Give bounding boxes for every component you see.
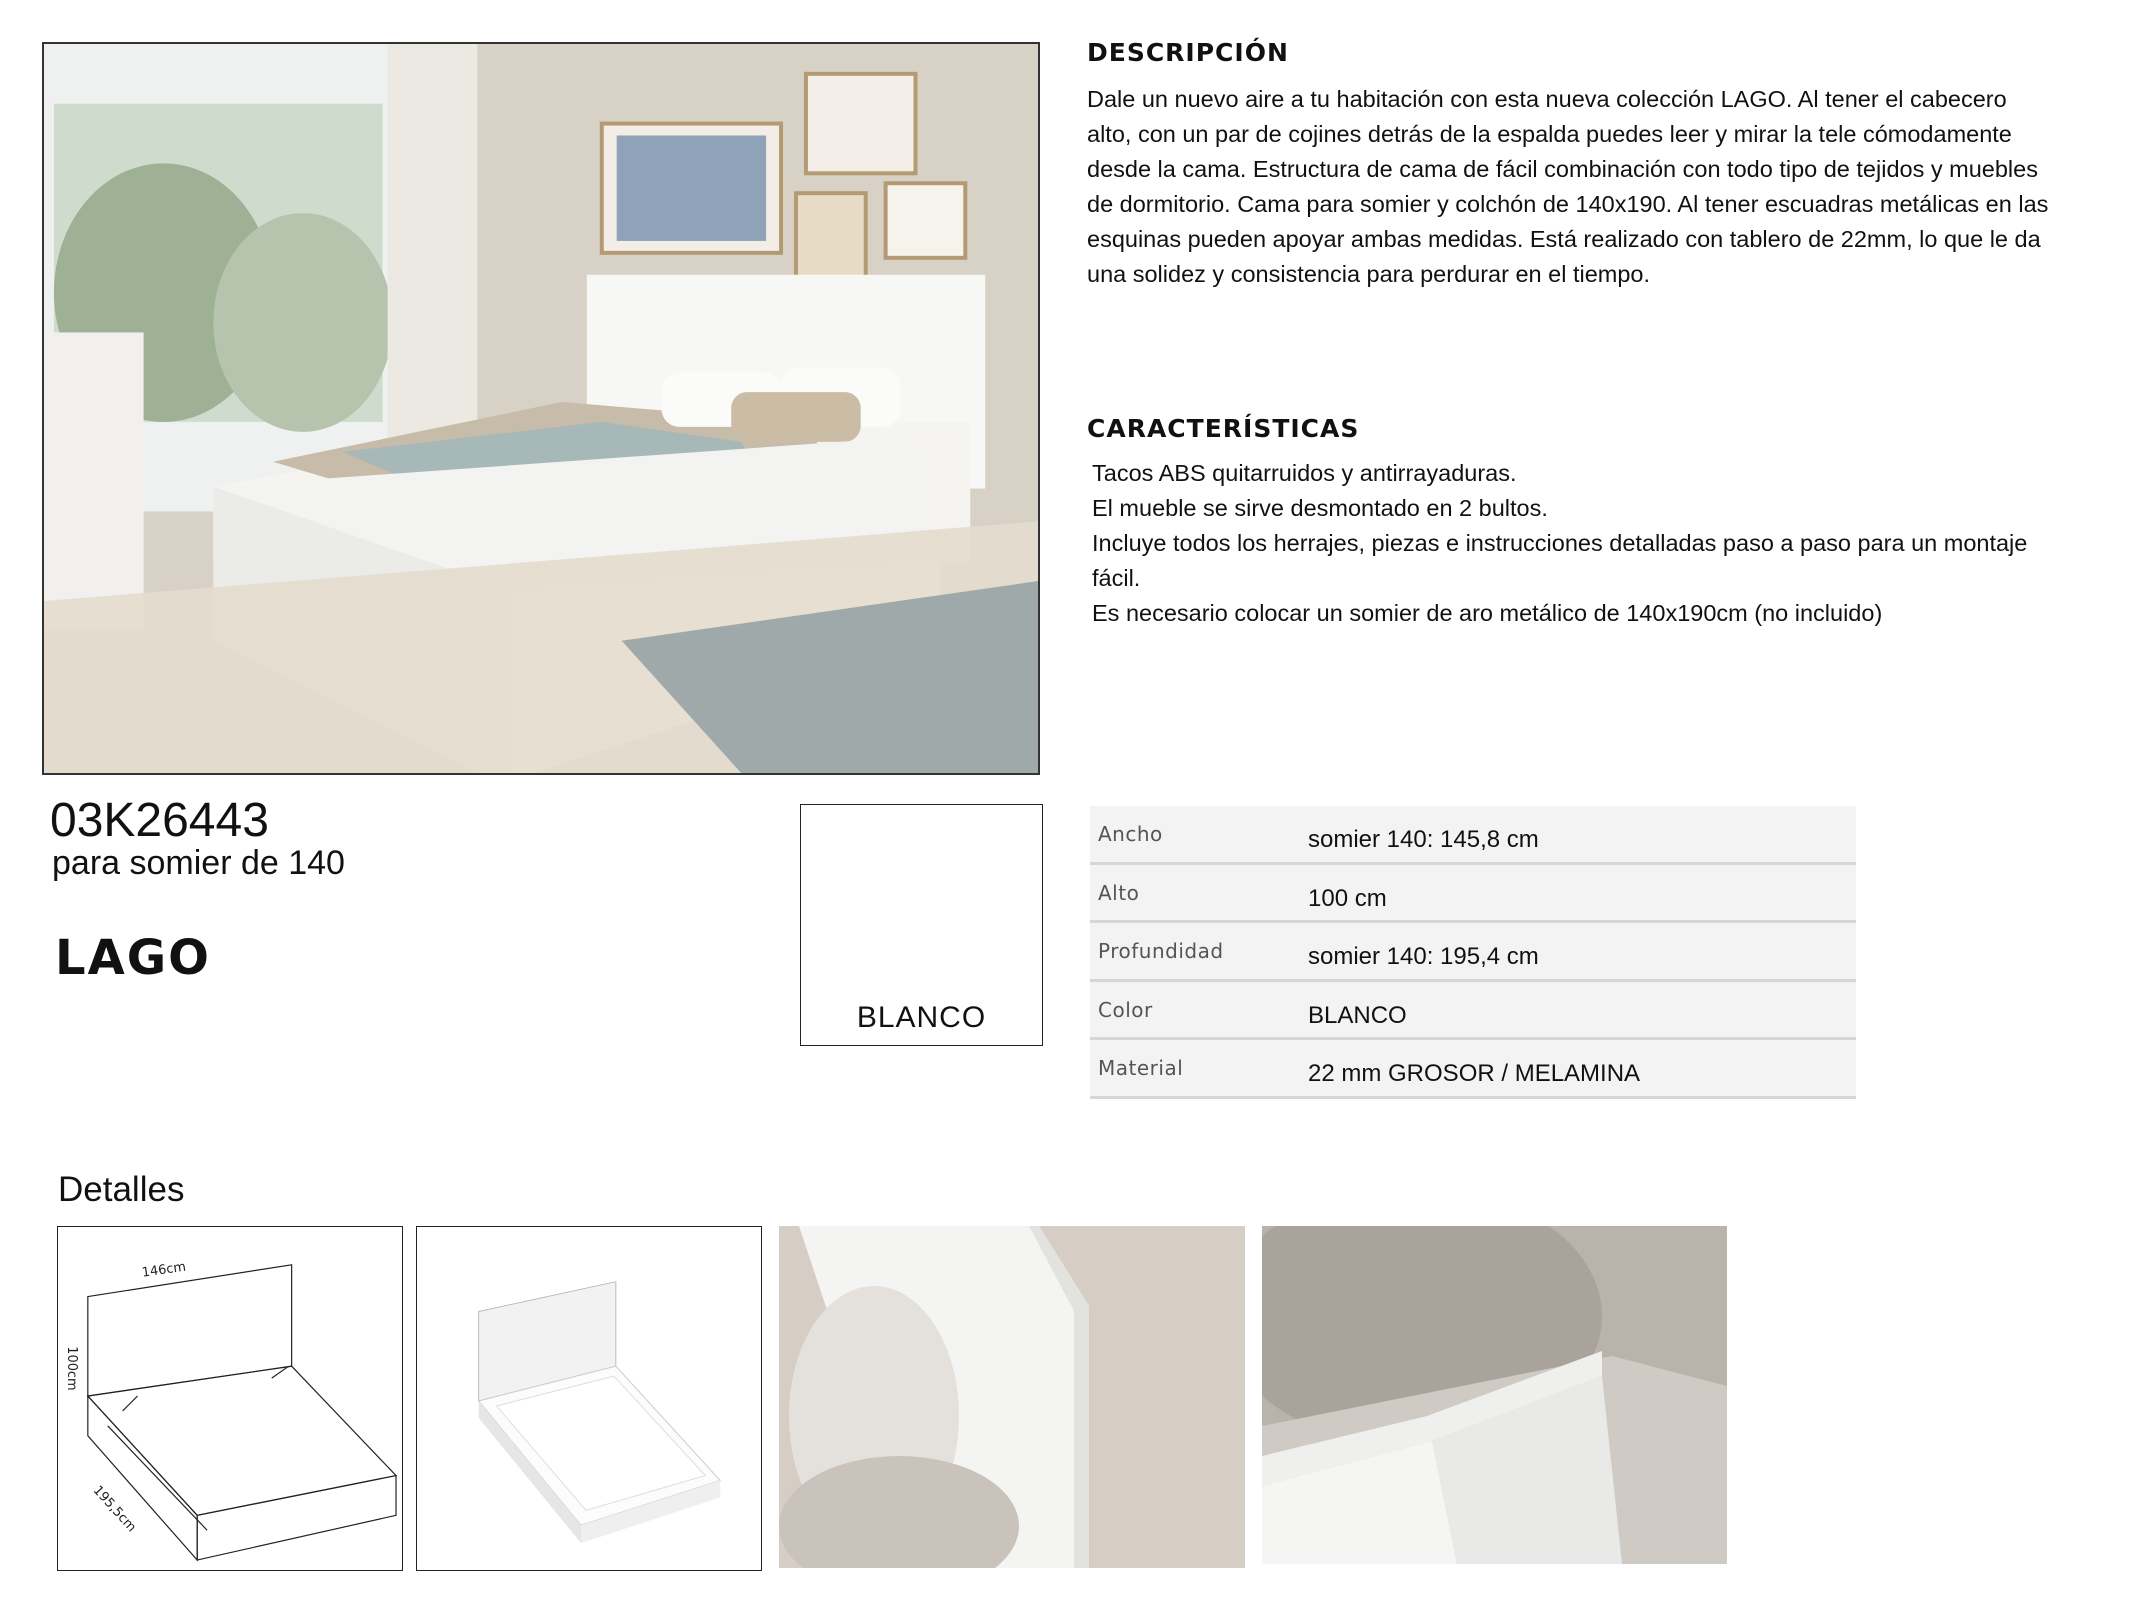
spec-row-ancho <box>1090 806 1856 865</box>
product-subtitle: para somier de 140 <box>52 844 345 882</box>
spec-value: BLANCO <box>1308 1001 1407 1029</box>
product-name: LAGO <box>55 930 211 986</box>
color-swatch-label: BLANCO <box>856 1001 987 1034</box>
dimension-height-label: 100cm <box>63 1346 79 1391</box>
feature-item: Incluye todos los herrajes, piezas e instrucciones detalladas paso a paso para un montaje fácil. <box>1092 530 2028 591</box>
features-list <box>1092 456 2052 631</box>
description-title: DESCRIPCIÓN <box>1087 38 1289 67</box>
hero-bedroom-image <box>42 42 1040 775</box>
spec-key: Color <box>1098 997 1153 1022</box>
headboard-closeup-image <box>779 1226 1245 1568</box>
feature-item: Es necesario colocar un somier de aro metálico de 140x190cm (no incluido) <box>1092 600 1883 626</box>
features-title: CARACTERÍSTICAS <box>1087 414 1360 443</box>
feature-item: Tacos ABS quitarruidos y antirrayaduras. <box>1092 460 1517 486</box>
product-code: 03K26443 <box>50 794 269 847</box>
bed-frame-render <box>417 1227 761 1570</box>
spec-key: Alto <box>1098 880 1140 905</box>
spec-key: Profundidad <box>1098 939 1224 963</box>
spec-row-color <box>1090 982 1856 1041</box>
bed-render-image <box>416 1226 762 1571</box>
corner-closeup-illustration <box>1262 1226 1727 1564</box>
bed-dimension-drawing <box>58 1227 402 1570</box>
dimension-depth-label: 195,5cm <box>89 1483 139 1536</box>
feature-item: El mueble se sirve desmontado en 2 bultos. <box>1092 495 1548 521</box>
spec-value: 100 cm <box>1308 884 1387 912</box>
color-swatch <box>800 804 1043 1046</box>
spec-value: somier 140: 195,4 cm <box>1308 943 1539 970</box>
spec-value: somier 140: 145,8 cm <box>1308 826 1539 853</box>
spec-key: Ancho <box>1098 822 1163 846</box>
bedroom-illustration <box>44 44 1038 773</box>
dimension-width-label: 146cm <box>140 1259 187 1281</box>
corner-closeup-image <box>1262 1226 1727 1564</box>
spec-key: Material <box>1098 1056 1184 1080</box>
headboard-closeup-illustration <box>779 1226 1245 1568</box>
spec-value: 22 mm GROSOR / MELAMINA <box>1308 1060 1641 1087</box>
spec-row-alto <box>1090 865 1856 924</box>
details-title: Detalles <box>58 1170 185 1209</box>
spec-row-material <box>1090 1040 1856 1099</box>
dimension-diagram <box>57 1226 403 1571</box>
spec-table <box>1090 806 1856 1099</box>
spec-row-profundidad <box>1090 923 1856 982</box>
description-text: Dale un nuevo aire a tu habitación con esta nueva colección LAGO. Al tener el cabecero alto, con un par de cojines detrás de la espalda puedes leer y mirar la tele cómodamente desde la cama. Estructura de cama de fácil combinación con todo tipo de tejidos y muebles de dormitorio. Cama para somier y colchón de 140x190. Al tener escuadras metálicas en las esquinas pueden apoyar ambas medidas. Está realizado con tablero de 22mm, lo que le da una solidez y consistencia para perdurar en el tiempo. <box>1087 86 2049 287</box>
